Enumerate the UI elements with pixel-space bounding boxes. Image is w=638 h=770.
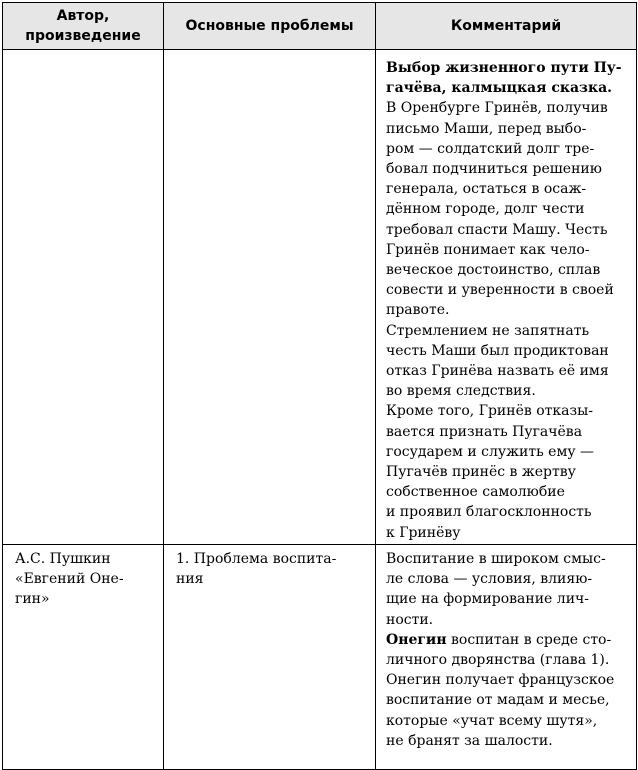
table-row [3,545,637,770]
text-line: к Гринёву [386,524,461,541]
author-cell [3,50,164,545]
text-line: государем и служить ему — [386,443,595,460]
text-line: ния [176,571,204,588]
text-line: честь Маши был продиктован [386,342,609,359]
author-cell [3,545,164,770]
text-line: не бранят за шалости. [386,732,553,749]
text-line: требовал спасти Машу. Честь [386,221,608,238]
table-header-row [3,3,637,50]
text-line: бовал подчиниться решению [386,161,602,178]
problem-cell [164,545,376,770]
table-row [3,50,637,545]
header-comment: Комментарий [376,3,637,50]
text-line: ности. [386,611,434,628]
text-line: гачёва, калмыцкая сказка. [386,80,613,97]
header-author-work [3,3,164,50]
problem-cell [164,50,376,545]
text-line: ле слова — условия, влияю- [386,571,593,588]
text-line: щие на формирование лич- [386,591,590,608]
text-line: Кроме того, Гринёв отказы- [386,403,593,420]
text-line: Онегин получает французское [386,672,615,689]
text-line: Гринёв понимает как чело- [386,241,590,258]
text-line: и проявил благосклонность [386,504,592,521]
comment-cell [376,50,637,545]
text-line: ром — солдатский долг тре- [386,140,595,157]
text-line: гин» [15,591,50,608]
literature-table [2,2,637,770]
text-line: Пугачёв принёс в жертву [386,464,576,481]
text-line: 1. Проблема воспита- [176,551,337,567]
text-line: отказ Гринёва назвать её имя [386,363,609,380]
text-line: Выбор жизненного пути Пу- [386,60,622,76]
text-line: дённом городе, долг чести [386,201,585,218]
header-author-line1: Автор, [56,8,110,24]
text-line: личного дворянства (глава 1). [386,652,610,669]
text-line: воспитание от мадам и месье, [386,692,610,709]
text-line: правоте. [386,302,450,319]
text-line: веческое достоинство, сплав [386,262,601,279]
text-line: собственное самолюбие [386,484,565,501]
text-line: «Евгений Оне- [15,571,124,588]
text-line [386,630,632,650]
text-line: совести и уверенности в своей [386,282,614,299]
text-line: В Оренбурге Гринёв, получив [386,100,608,117]
header-author-line2: произведение [25,28,141,44]
text-line: во время следствия. [386,383,536,400]
comment-cell [376,545,637,770]
text-line: генерала, остаться в осаж- [386,181,587,198]
bold-text: Онегин [386,631,447,648]
text-line: Воспитание в широком смыс- [386,551,606,567]
text-line: вается признать Пугачёва [386,423,583,440]
text-segment: воспитан в среде сто- [446,631,612,648]
text-line: письмо Маши, перед выбо- [386,120,587,137]
header-main-problems: Основные проблемы [164,3,376,50]
text-line: Стремлением не запятнать [386,322,590,339]
text-line: А.С. Пушкин [15,551,111,567]
text-line: которые «учат всему шутя», [386,712,598,729]
